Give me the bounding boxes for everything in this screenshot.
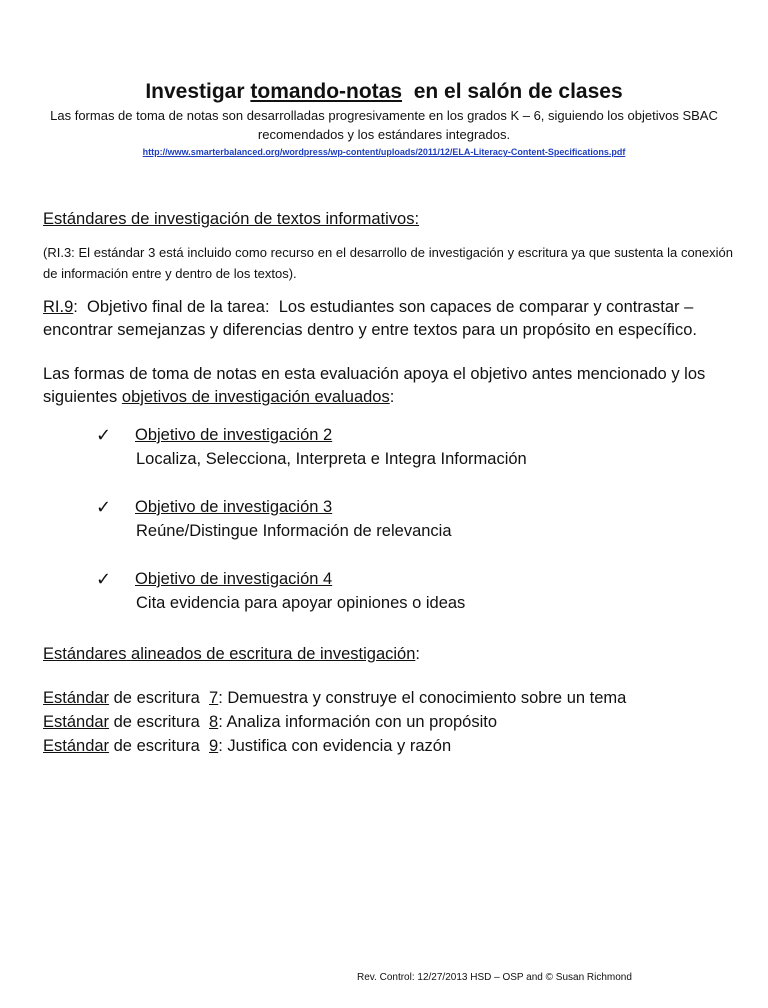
aligned-heading-suffix: : (415, 645, 420, 663)
subtitle-line-2: recomendados y los estándares integrados. (257, 127, 511, 142)
writing-standard-item (43, 734, 733, 758)
writing-standard-number: 8 (209, 713, 219, 731)
ri9-code: RI.9 (43, 298, 74, 316)
objective-item (43, 495, 733, 543)
writing-standard-number: 7 (209, 689, 219, 707)
title-suffix: en el salón de clases (402, 80, 623, 103)
revision-footer: Rev. Control: 12/27/2013 HSD – OSP and © Susan Richmond (357, 972, 632, 983)
formas-text: Las formas de toma de notas en esta evaluación apoya el objetivo antes mencionado y los siguientes (43, 365, 710, 406)
checkmark-icon: ✓ (96, 425, 112, 445)
writing-standard-item (43, 686, 733, 710)
ri3-note: (RI.3: El estándar 3 está incluido como recurso en el desarrollo de investigación y escritura ya que sustenta la conexión de información entre y dentro de los textos). (43, 245, 733, 281)
objective-title: Objetivo de investigación 2 (135, 426, 333, 444)
subtitle-line-1: Las formas de toma de notas son desarrolladas progresivamente en los grados K – 6, siguiendo los objetivos SBAC (50, 108, 718, 123)
writing-standards-list (43, 686, 733, 758)
informative-standards-heading: Estándares de investigación de textos informativos: (43, 210, 420, 228)
objective-description: Cita evidencia para apoyar opiniones o ideas (136, 594, 466, 612)
aligned-heading-text: Estándares alineados de escritura de investigación (43, 645, 416, 663)
writing-standard-text: : Analiza información con un propósito (218, 713, 498, 731)
page-title (0, 78, 768, 106)
objective-description: Reúne/Distingue Información de relevancia (136, 522, 452, 540)
objective-title: Objetivo de investigación 3 (135, 498, 333, 516)
formas-suffix: : (389, 388, 395, 406)
objective-description: Localiza, Selecciona, Interpreta e Integra Información (136, 450, 527, 468)
writing-standard-text: : Justifica con evidencia y razón (218, 737, 452, 755)
objective-item (43, 567, 733, 615)
source-link[interactable]: http://www.smarterbalanced.org/wordpress/wp-content/uploads/2011/12/ELA-Literacy-Content-Specifications.pdf (142, 147, 626, 157)
writing-standard-item (43, 710, 733, 734)
writing-standard-label: Estándar (43, 737, 110, 755)
ri9-paragraph (43, 296, 733, 342)
page-subtitle (34, 106, 734, 159)
checkmark-icon: ✓ (96, 497, 112, 517)
document-body (43, 208, 733, 758)
writing-standard-text: : Demuestra y construye el conocimiento sobre un tema (218, 689, 627, 707)
checkmark-icon: ✓ (96, 569, 112, 589)
formas-paragraph (43, 363, 733, 409)
objective-title: Objetivo de investigación 4 (135, 570, 333, 588)
writing-standard-number: 9 (209, 737, 219, 755)
ri9-text: : Objetivo final de la tarea: Los estudiantes son capaces de comparar y contrastar – encontrar semejanzas y diferencias dentro y entre textos para un propósito en específico. (43, 298, 698, 339)
writing-standard-middle: de escritura (109, 689, 210, 707)
objective-item (43, 423, 733, 471)
aligned-standards-heading (43, 643, 733, 665)
title-underlined: tomando-notas (250, 80, 403, 103)
title-prefix: Investigar (145, 80, 251, 103)
objectives-list (43, 423, 733, 615)
writing-standard-middle: de escritura (109, 737, 210, 755)
writing-standard-middle: de escritura (109, 713, 210, 731)
writing-standard-label: Estándar (43, 713, 110, 731)
document-header (0, 78, 768, 159)
writing-standard-label: Estándar (43, 689, 110, 707)
formas-underlined: objetivos de investigación evaluados (121, 388, 390, 406)
